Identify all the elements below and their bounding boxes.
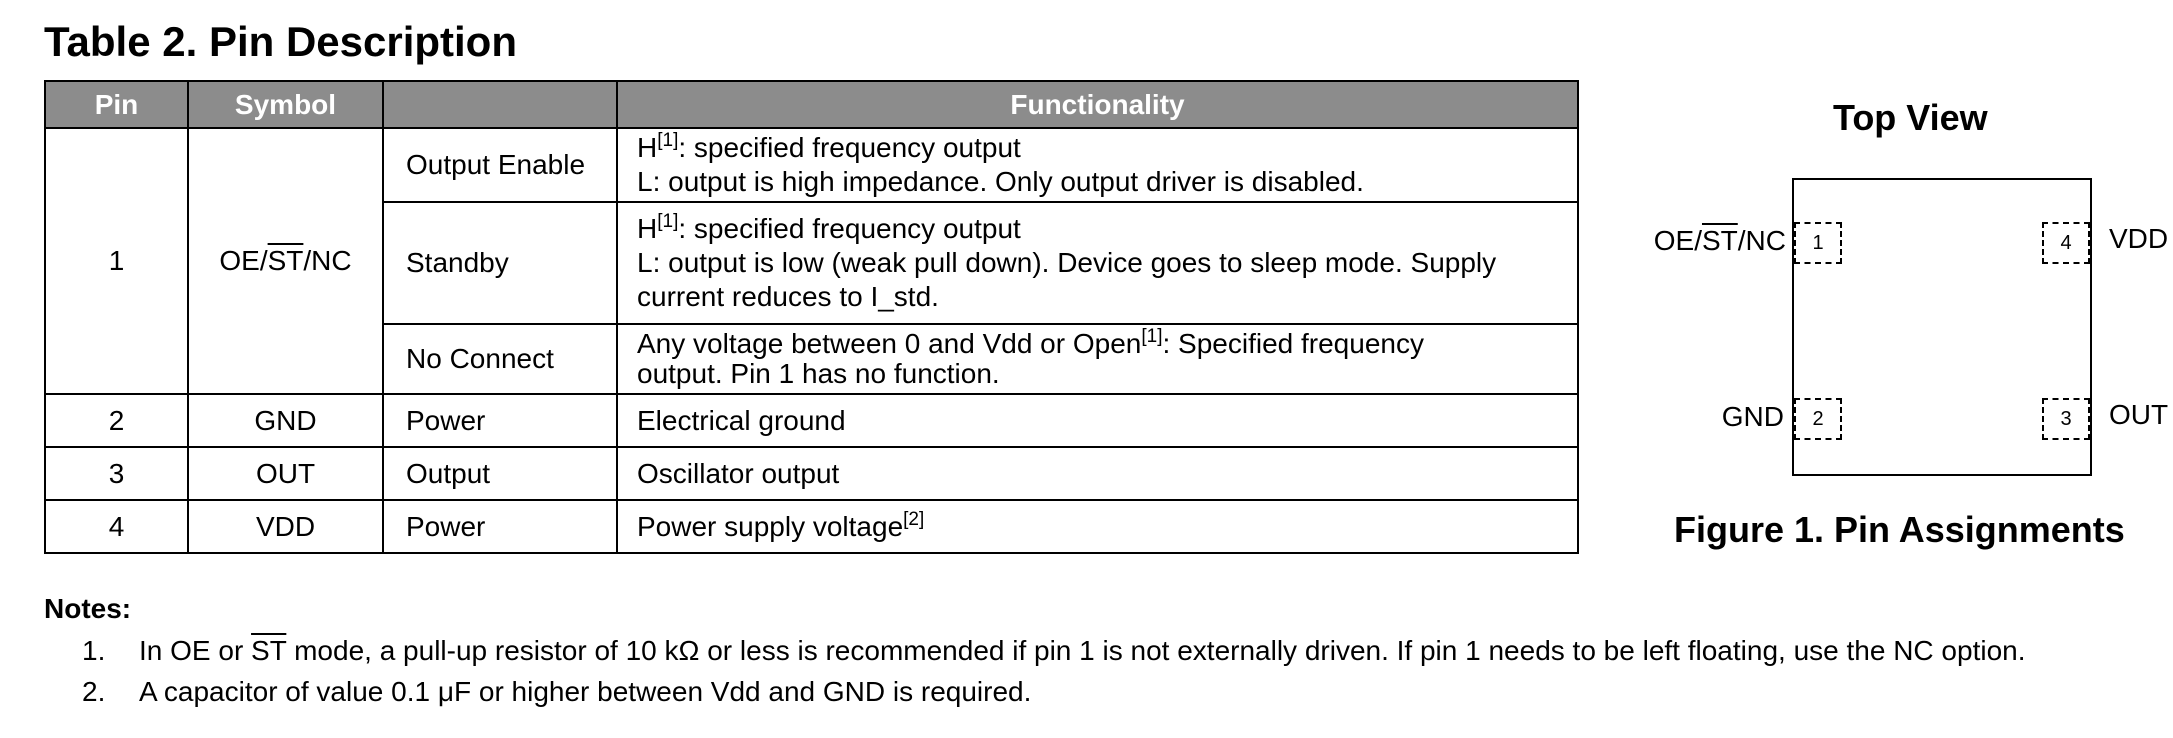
pin-functionality: H[1]: specified frequency output L: output is high impedance. Only output driver is disabled. bbox=[617, 128, 1578, 202]
pin-functionality: Oscillator output bbox=[617, 447, 1578, 500]
note-text: A capacitor of value 0.1 μF or higher between Vdd and GND is required. bbox=[139, 676, 1032, 707]
pin-mode: Output bbox=[383, 447, 617, 500]
notes-section bbox=[44, 592, 2026, 716]
pin-label-3: OUT bbox=[2109, 399, 2169, 430]
pin-assignment-figure bbox=[1620, 90, 2173, 560]
note-item bbox=[44, 634, 2026, 675]
pin-symbol: GND bbox=[188, 394, 383, 447]
pin-mode: Power bbox=[383, 394, 617, 447]
overline-text: $\overline{ST}$ bbox=[251, 635, 287, 666]
pin-symbol: OUT bbox=[188, 447, 383, 500]
table-row bbox=[45, 447, 1578, 500]
note-number: 2. bbox=[82, 676, 106, 707]
pin-functionality: Power supply voltage[2] bbox=[617, 500, 1578, 553]
pin-symbol: $OE/\overline{ST}/NC$ bbox=[188, 128, 383, 394]
note-item bbox=[44, 675, 1032, 716]
note-number: 1. bbox=[82, 635, 106, 666]
overline-text: $\overline{ST}$ bbox=[1701, 225, 1738, 256]
pin-number: 2 bbox=[45, 394, 188, 447]
pin-pad-2: 2 bbox=[1794, 398, 1842, 440]
pin-symbol: VDD bbox=[188, 500, 383, 553]
table-row bbox=[45, 500, 1578, 553]
figure-caption: Figure 1. Pin Assignments bbox=[1674, 509, 2125, 550]
pin-number: 1 bbox=[45, 128, 188, 394]
figure-title: Top View bbox=[1833, 97, 1988, 138]
pin-label-4: VDD bbox=[2109, 223, 2169, 254]
pin-label-2: GND bbox=[1721, 401, 1784, 432]
overline-text: $\overline{ST}$ bbox=[267, 245, 304, 276]
notes-title: Notes: bbox=[44, 593, 132, 624]
pin-pad-3: 3 bbox=[2042, 398, 2090, 440]
table-header-row bbox=[45, 81, 1578, 128]
pin-mode: Power bbox=[383, 500, 617, 553]
pin-number: 3 bbox=[45, 447, 188, 500]
pin-pad-1: 1 bbox=[1794, 222, 1842, 264]
pin-label-1: $OE/\overline{ST}/NC$ bbox=[1653, 225, 1786, 256]
pin-description-table bbox=[44, 80, 1579, 554]
pin-mode: No Connect bbox=[383, 324, 617, 394]
package-outline bbox=[1792, 178, 2092, 476]
header-mode bbox=[383, 81, 617, 128]
pin-pad-4: 4 bbox=[2042, 222, 2090, 264]
header-symbol: Symbol bbox=[188, 81, 383, 128]
pin-mode: Standby bbox=[383, 202, 617, 324]
table-row bbox=[45, 394, 1578, 447]
table-title: Table 2. Pin Description bbox=[44, 18, 517, 65]
note-text: In OE or $\overline{ST}$ mode, a pull-up resistor of 10 kΩ or less is recommended if pin 1 is not externally driven. If pin 1 needs to be left floating, use the NC option. bbox=[139, 635, 2026, 666]
header-pin: Pin bbox=[45, 81, 188, 128]
pin-mode: Output Enable bbox=[383, 128, 617, 202]
pin-functionality: Electrical ground bbox=[617, 394, 1578, 447]
table-row bbox=[45, 128, 1578, 202]
header-functionality: Functionality bbox=[617, 81, 1578, 128]
pin-number: 4 bbox=[45, 500, 188, 553]
pin-functionality: H[1]: specified frequency output L: output is low (weak pull down). Device goes to sleep mode. Supply current reduces to I_std. bbox=[617, 202, 1578, 324]
pin-functionality: Any voltage between 0 and Vdd or Open[1]: Specified frequency output. Pin 1 has no function. bbox=[617, 324, 1578, 394]
